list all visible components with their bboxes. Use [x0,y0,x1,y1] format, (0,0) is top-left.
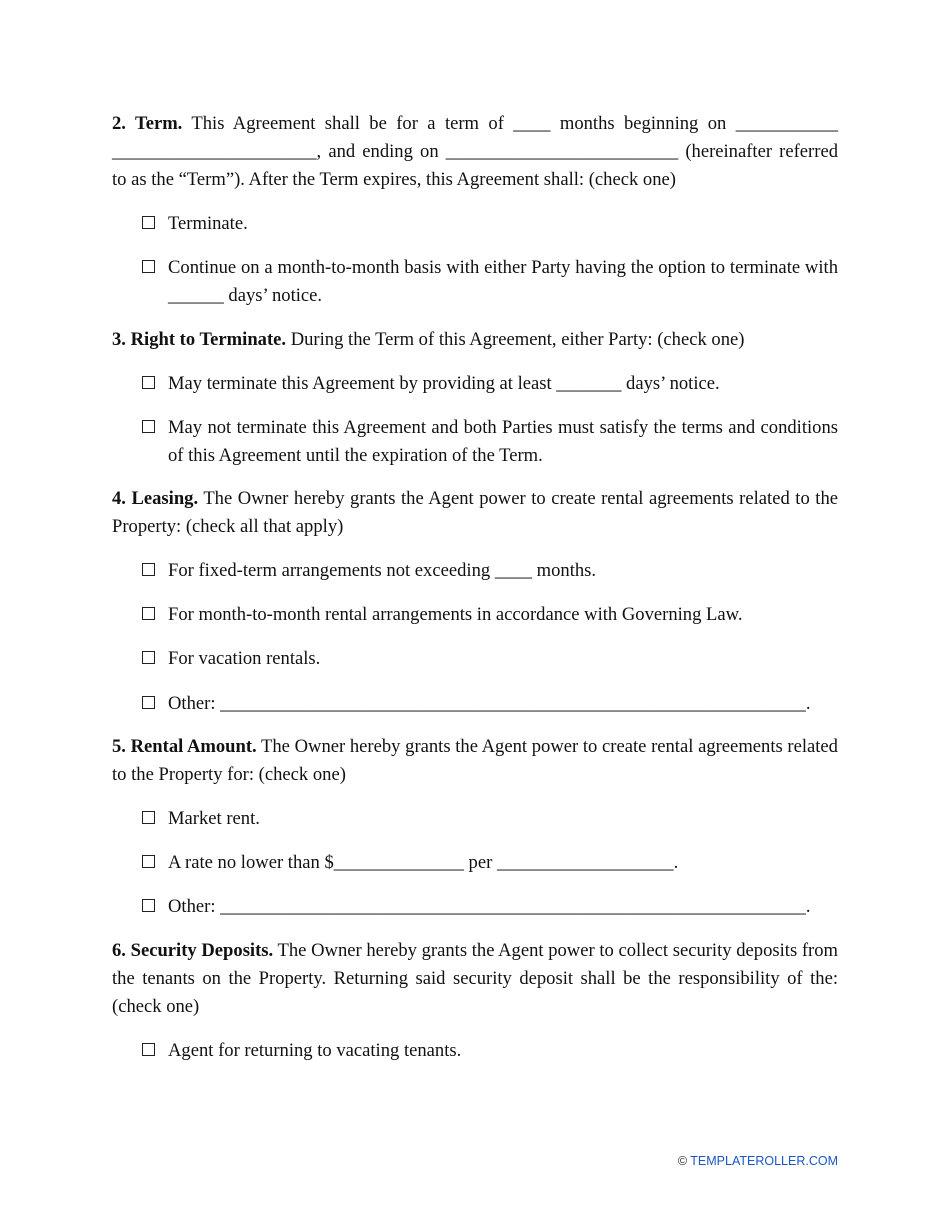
option-label: Market rent. [168,808,260,829]
section-heading: 5. Rental Amount. [112,736,257,757]
section-body: The Owner hereby grants the Agent power to create rental agreements related to the Property: (check all that apply) [112,488,838,537]
checkbox[interactable] [142,420,155,433]
section-body: The Owner hereby grants the Agent power to collect security deposits from the tenants on the Property. Returning said security deposit shall be the responsibility of the: (check one) [112,940,838,1017]
option-fixed-term [142,557,838,585]
option-label: For month-to-month rental arrangements in accordance with Governing Law. [168,604,743,625]
option-leasing-other [142,690,838,718]
checkbox[interactable] [142,607,155,620]
section-heading: 4. Leasing. [112,488,199,509]
option-label: Continue on a month-to-month basis with either Party having the option to terminate with ______ days’ notice. [168,257,838,306]
option-may-terminate [142,370,838,398]
section-security-deposits [112,937,838,1021]
section-body: During the Term of this Agreement, either Party: (check one) [286,329,745,350]
section-body: This Agreement shall be for a term of ____ months beginning on ___________ ______________________, and ending on _________________________ (hereinafter referred to as the “Term”). After the Term expires, this Agreement shall: (check one) [112,113,838,190]
option-label: For fixed-term arrangements not exceeding ____ months. [168,560,597,581]
checkbox[interactable] [142,216,155,229]
option-label: May terminate this Agreement by providing at least _______ days’ notice. [168,373,720,394]
option-label: Other: _______________________________________________________________. [168,896,811,917]
option-market-rent [142,805,838,833]
footer [678,1154,838,1168]
option-label: Other: _______________________________________________________________. [168,693,811,714]
option-label: A rate no lower than $______________ per ___________________. [168,852,679,873]
checkbox[interactable] [142,855,155,868]
checkbox[interactable] [142,1043,155,1056]
checkbox[interactable] [142,651,155,664]
copyright-icon: © [677,1154,688,1168]
option-label: Agent for returning to vacating tenants. [168,1040,462,1061]
option-rental-other [142,893,838,921]
section-leasing [112,485,838,541]
section-rental-amount [112,733,838,789]
checkbox[interactable] [142,563,155,576]
option-month-to-month [142,254,838,310]
checkbox[interactable] [142,811,155,824]
checkbox[interactable] [142,260,155,273]
option-terminate [142,210,838,238]
checkbox[interactable] [142,376,155,389]
option-agent-returning [142,1037,838,1065]
option-label: Terminate. [168,213,248,234]
section-heading: 3. Right to Terminate. [112,329,287,350]
option-may-not-terminate [142,414,838,470]
option-vacation-rentals [142,645,838,673]
option-minimum-rate [142,849,838,877]
option-month-to-month-rental [142,601,838,629]
section-heading: 2. Term. [112,113,183,134]
footer-site-link[interactable]: TEMPLATEROLLER.COM [690,1154,838,1168]
checkbox[interactable] [142,696,155,709]
option-label: May not terminate this Agreement and both Parties must satisfy the terms and conditions of this Agreement until the expiration of the Term. [168,417,838,466]
checkbox[interactable] [142,899,155,912]
section-body: The Owner hereby grants the Agent power to create rental agreements related to the Property for: (check one) [112,736,838,785]
section-heading: 6. Security Deposits. [112,940,274,961]
section-right-to-terminate [112,326,838,354]
section-term [112,110,838,194]
option-label: For vacation rentals. [168,648,321,669]
